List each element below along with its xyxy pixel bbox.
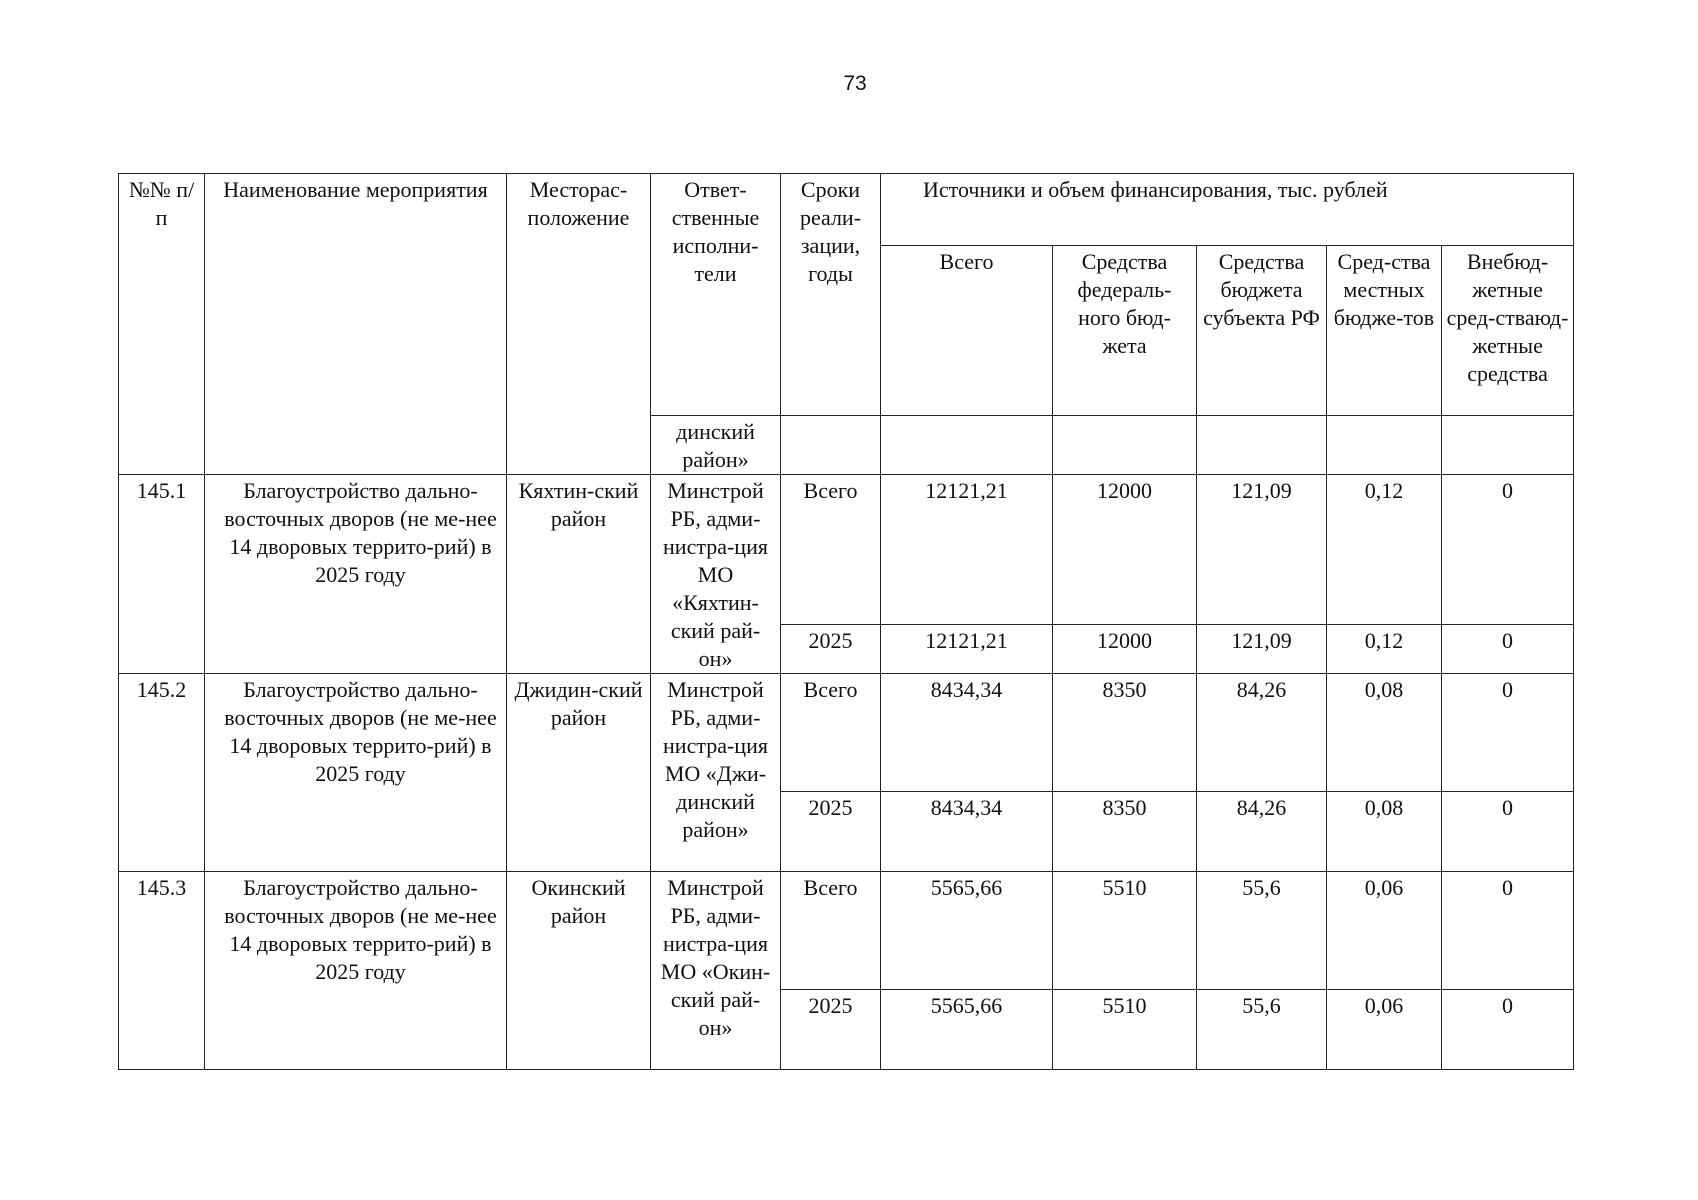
row-responsible: Минстрой РБ, адми-нистра-ция МО «Кяхтин-ский рай-он» [651,475,781,674]
row-location: Окинский район [507,872,651,1070]
row-local: 0,12 [1327,475,1442,625]
row-local: 0,08 [1327,674,1442,792]
continuation-empty [781,416,881,475]
row-total: 5565,66 [881,872,1053,990]
row-federal: 8350 [1053,674,1197,792]
row-term: 2025 [781,624,881,673]
row-name: Благоустройство дально-восточных дворов (не ме-нее 14 дворовых террито-рий) в 2025 году [205,872,507,1070]
row-total: 8434,34 [881,792,1053,872]
row-offbudget: 0 [1442,674,1574,792]
continuation-empty [1442,416,1574,475]
row-term: Всего [781,872,881,990]
row-location: Джидин-ский район [507,674,651,872]
row-regional: 121,09 [1197,475,1327,625]
row-term: Всего [781,475,881,625]
continuation-responsible: динский район» [651,416,781,475]
row-federal: 12000 [1053,475,1197,625]
row-local: 0,06 [1327,872,1442,990]
continuation-empty [1053,416,1197,475]
table-row [119,872,1574,990]
header-funding: Источники и объем финансирования, тыс. рублей [881,174,1574,246]
header-regional: Средства бюджета субъекта РФ [1197,246,1327,416]
row-regional: 121,09 [1197,624,1327,673]
row-federal: 8350 [1053,792,1197,872]
continuation-empty [1327,416,1442,475]
row-offbudget: 0 [1442,792,1574,872]
row-total: 5565,66 [881,990,1053,1070]
row-offbudget: 0 [1442,990,1574,1070]
row-local: 0,06 [1327,990,1442,1070]
row-total: 12121,21 [881,624,1053,673]
continuation-empty [881,416,1053,475]
row-regional: 84,26 [1197,792,1327,872]
row-offbudget: 0 [1442,475,1574,625]
row-offbudget: 0 [1442,624,1574,673]
header-row-top [119,174,1574,246]
header-location: Месторас-положение [507,174,651,475]
header-terms: Сроки реали-зации, годы [781,174,881,416]
header-offbudget: Внебюд-жетные сред-стваюд-жетные средства [1442,246,1574,416]
header-name: Наименование мероприятия [205,174,507,475]
table-row [119,475,1574,625]
funding-table [118,173,1574,1070]
row-num: 145.2 [119,674,205,872]
continuation-empty [1197,416,1327,475]
row-regional: 55,6 [1197,990,1327,1070]
row-total: 12121,21 [881,475,1053,625]
header-responsible: Ответ-ственные исполни-тели [651,174,781,416]
header-total: Всего [881,246,1053,416]
header-local: Сред-ства местных бюдже-тов [1327,246,1442,416]
table-row [119,674,1574,792]
row-term: 2025 [781,792,881,872]
row-location: Кяхтин-ский район [507,475,651,674]
row-federal: 5510 [1053,990,1197,1070]
row-total: 8434,34 [881,674,1053,792]
header-federal: Средства федераль-ного бюд-жета [1053,246,1197,416]
row-offbudget: 0 [1442,872,1574,990]
row-local: 0,12 [1327,624,1442,673]
row-name: Благоустройство дально-восточных дворов (не ме-нее 14 дворовых террито-рий) в 2025 году [205,674,507,872]
row-term: Всего [781,674,881,792]
row-term: 2025 [781,990,881,1070]
row-regional: 55,6 [1197,872,1327,990]
page-number: 73 [843,72,867,95]
row-num: 145.3 [119,872,205,1070]
row-name: Благоустройство дально-восточных дворов (не ме-нее 14 дворовых террито-рий) в 2025 году [205,475,507,674]
row-responsible: Минстрой РБ, адми-нистра-ция МО «Окин-ский рай-он» [651,872,781,1070]
row-federal: 12000 [1053,624,1197,673]
row-federal: 5510 [1053,872,1197,990]
row-responsible: Минстрой РБ, адми-нистра-ция МО «Джи-динский район» [651,674,781,872]
row-num: 145.1 [119,475,205,674]
header-num: №№ п/п [119,174,205,475]
row-local: 0,08 [1327,792,1442,872]
row-regional: 84,26 [1197,674,1327,792]
